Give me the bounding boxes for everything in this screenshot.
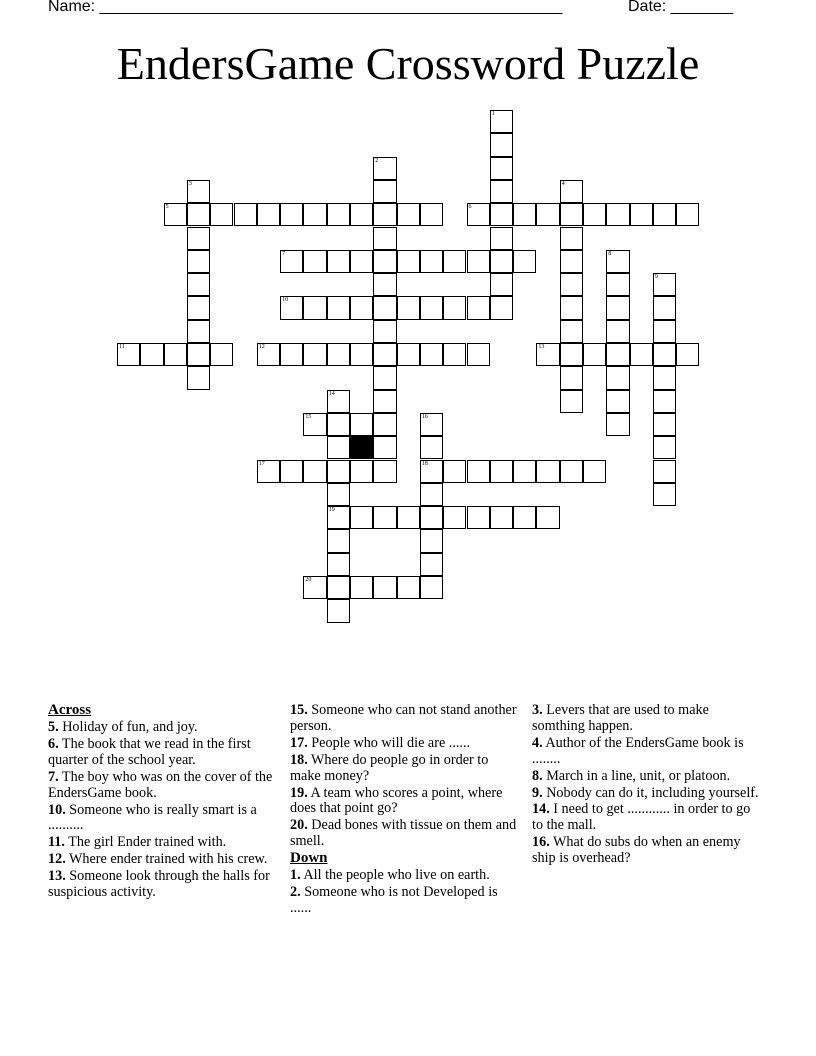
clue-number: 9 — [654, 274, 658, 281]
grid-cell[interactable] — [467, 343, 490, 366]
down-clue — [532, 786, 760, 802]
grid-cell[interactable] — [653, 390, 676, 413]
grid-cell[interactable] — [327, 250, 350, 273]
grid-cell[interactable] — [350, 460, 373, 483]
clue-text: Holiday of fun, and joy. — [58, 719, 198, 735]
clue-number-label: 17. — [290, 734, 308, 751]
clue-text: All the people who live on earth. — [300, 867, 490, 884]
down-clue — [290, 885, 518, 917]
grid-cell[interactable] — [210, 203, 233, 226]
name-field-label: Name: ____________________________________________________ — [48, 0, 563, 15]
grid-cell[interactable] — [606, 343, 629, 366]
clue-number-label: 16. — [532, 834, 550, 851]
grid-cell[interactable] — [350, 250, 373, 273]
clue-number-label: 10. — [48, 801, 66, 818]
clue-number-label: 3. — [532, 702, 543, 718]
clue-number-label: 5. — [48, 719, 59, 735]
down-heading: Down — [290, 850, 328, 867]
grid-cell[interactable] — [397, 296, 420, 319]
clue-number-label: 4. — [532, 734, 543, 751]
grid-cell[interactable] — [653, 273, 676, 296]
grid-cell[interactable] — [327, 576, 350, 599]
clue-number-label: 8. — [532, 767, 543, 784]
across-clue — [290, 818, 518, 850]
grid-cell[interactable] — [303, 413, 326, 436]
grid-cell[interactable] — [606, 296, 629, 319]
grid-cell[interactable] — [164, 203, 187, 226]
grid-cell[interactable] — [303, 460, 326, 483]
grid-cell[interactable] — [373, 460, 396, 483]
clue-text: People who will die are ...... — [307, 734, 471, 751]
clue-text: Someone who can not stand another person. — [290, 702, 517, 734]
grid-cell[interactable] — [420, 529, 443, 552]
grid-cell[interactable] — [327, 390, 350, 413]
clue-text: A team who scores a point, where does that point go? — [290, 784, 503, 817]
grid-cell[interactable] — [373, 203, 396, 226]
across-clues-column-1 — [48, 702, 276, 901]
grid-cell[interactable] — [327, 553, 350, 576]
grid-cell[interactable] — [397, 506, 420, 529]
grid-cell[interactable] — [490, 273, 513, 296]
grid-cell[interactable] — [676, 343, 699, 366]
grid-cell[interactable] — [257, 460, 280, 483]
clue-number: 10 — [282, 297, 289, 304]
grid-cell[interactable] — [653, 203, 676, 226]
grid-cell[interactable] — [420, 506, 443, 529]
across-heading: Across — [48, 702, 92, 718]
grid-cell[interactable] — [467, 250, 490, 273]
date-field-label: Date: _______ — [628, 0, 733, 15]
across-clue — [48, 869, 276, 901]
clue-number-label: 2. — [290, 884, 301, 901]
grid-cell[interactable] — [327, 506, 350, 529]
grid-cell[interactable] — [560, 180, 583, 203]
clue-number-label: 18. — [290, 751, 308, 768]
grid-cell[interactable] — [327, 203, 350, 226]
grid-cell[interactable] — [373, 436, 396, 459]
clue-number: 20 — [305, 577, 312, 583]
clue-number-label: 13. — [48, 868, 66, 885]
grid-cell[interactable] — [653, 343, 676, 366]
grid-cell[interactable] — [653, 436, 676, 459]
clue-text: Dead bones with tissue on them and smell. — [290, 817, 517, 850]
down-clue — [532, 703, 760, 735]
grid-cell[interactable] — [513, 203, 536, 226]
grid-cell[interactable] — [420, 296, 443, 319]
grid-cell[interactable] — [490, 203, 513, 226]
grid-cell[interactable] — [560, 227, 583, 250]
clue-text: Levers that are used to make somthing happen. — [532, 702, 709, 734]
down-clue — [532, 769, 760, 785]
across-clue — [290, 703, 518, 735]
grid-cell[interactable] — [327, 529, 350, 552]
grid-cell[interactable] — [443, 343, 466, 366]
grid-cell[interactable] — [583, 203, 606, 226]
grid-cell[interactable] — [560, 390, 583, 413]
clue-text: The book that we read in the first quarter of the school year. — [48, 735, 251, 768]
grid-cell[interactable] — [490, 110, 513, 133]
clue-number: 3 — [188, 180, 192, 187]
grid-cell[interactable] — [490, 133, 513, 156]
grid-cell[interactable] — [257, 203, 280, 226]
clue-number-label: 19. — [290, 784, 308, 801]
grid-cell[interactable] — [443, 460, 466, 483]
grid-cell[interactable] — [467, 506, 490, 529]
clue-number: 17 — [258, 460, 265, 467]
grid-cell[interactable] — [280, 250, 303, 273]
grid-cell[interactable] — [420, 576, 443, 599]
grid-cell[interactable] — [420, 460, 443, 483]
grid-cell[interactable] — [327, 343, 350, 366]
grid-cell[interactable] — [327, 460, 350, 483]
clue-number-label: 20. — [290, 817, 308, 834]
clue-number-label: 1. — [290, 867, 301, 884]
grid-cell[interactable] — [467, 203, 490, 226]
grid-cell[interactable] — [490, 506, 513, 529]
grid-cell[interactable] — [373, 576, 396, 599]
grid-cell[interactable] — [420, 343, 443, 366]
down-clue — [532, 835, 760, 867]
clue-number: 1 — [491, 111, 495, 117]
grid-cell[interactable] — [350, 506, 373, 529]
clue-number-label: 11. — [48, 834, 65, 851]
clue-number: 19 — [328, 507, 335, 514]
clue-number: 13 — [538, 344, 545, 350]
grid-cell[interactable] — [327, 599, 350, 622]
grid-cell[interactable] — [350, 413, 373, 436]
clue-text: What do subs do when an enemy ship is overhead? — [532, 834, 741, 867]
clue-number: 18 — [421, 460, 428, 467]
grid-cell[interactable] — [187, 343, 210, 366]
grid-cell[interactable] — [420, 483, 443, 506]
grid-cell[interactable] — [420, 436, 443, 459]
grid-cell[interactable] — [373, 157, 396, 180]
clue-text: Someone who is really smart is a .......... — [48, 801, 257, 834]
grid-cell[interactable] — [606, 273, 629, 296]
grid-cell[interactable] — [280, 203, 303, 226]
grid-cell[interactable] — [606, 320, 629, 343]
grid-cell[interactable] — [397, 343, 420, 366]
grid-cell[interactable] — [490, 460, 513, 483]
clues-column-2 — [290, 702, 518, 917]
grid-cell[interactable] — [397, 203, 420, 226]
grid-cell[interactable] — [443, 250, 466, 273]
grid-cell[interactable] — [490, 227, 513, 250]
grid-cell[interactable] — [513, 506, 536, 529]
grid-cell[interactable] — [583, 460, 606, 483]
clue-number-label: 7. — [48, 768, 59, 785]
across-clue — [48, 835, 276, 851]
across-clue — [48, 737, 276, 769]
grid-cell[interactable] — [606, 203, 629, 226]
clue-number: 15 — [305, 413, 312, 420]
grid-cell[interactable] — [467, 296, 490, 319]
grid-cell[interactable] — [560, 320, 583, 343]
grid-cell[interactable] — [606, 390, 629, 413]
grid-cell[interactable] — [373, 250, 396, 273]
clue-number: 5 — [165, 204, 169, 211]
grid-cell[interactable] — [653, 320, 676, 343]
grid-cell[interactable] — [327, 436, 350, 459]
grid-cell[interactable] — [653, 296, 676, 319]
grid-cell[interactable] — [653, 460, 676, 483]
grid-cell[interactable] — [187, 273, 210, 296]
grid-cell[interactable] — [373, 343, 396, 366]
grid-cell[interactable] — [606, 413, 629, 436]
grid-cell[interactable] — [327, 483, 350, 506]
across-clue — [290, 753, 518, 785]
grid-cell[interactable] — [234, 203, 257, 226]
clue-number-label: 6. — [48, 735, 59, 752]
grid-cell[interactable] — [350, 343, 373, 366]
grid-cell[interactable] — [560, 203, 583, 226]
across-clue — [290, 786, 518, 818]
clue-text: March in a line, unit, or platoon. — [542, 767, 731, 784]
black-cell — [350, 436, 373, 459]
clue-number-label: 14. — [532, 801, 550, 818]
grid-cell[interactable] — [606, 366, 629, 389]
clue-number: 2 — [375, 157, 379, 164]
grid-cell[interactable] — [467, 460, 490, 483]
grid-cell[interactable] — [490, 157, 513, 180]
grid-cell[interactable] — [490, 296, 513, 319]
down-clue — [532, 736, 760, 768]
across-clue — [48, 770, 276, 802]
across-clue — [290, 736, 518, 752]
grid-cell[interactable] — [303, 296, 326, 319]
grid-cell[interactable] — [373, 273, 396, 296]
grid-cell[interactable] — [560, 460, 583, 483]
grid-cell[interactable] — [373, 366, 396, 389]
grid-cell[interactable] — [536, 506, 559, 529]
across-clue — [48, 803, 276, 835]
grid-cell[interactable] — [443, 506, 466, 529]
page-title: EndersGame Crossword Puzzle — [116, 38, 700, 89]
clue-text: I need to get ............ in order to go to the mall. — [532, 801, 751, 834]
grid-cell[interactable] — [373, 180, 396, 203]
grid-cell[interactable] — [350, 576, 373, 599]
grid-cell[interactable] — [560, 366, 583, 389]
clue-text: Someone who is not Developed is ...... — [290, 884, 498, 916]
clue-text: Author of the EndersGame book is ........ — [532, 734, 744, 767]
grid-cell[interactable] — [327, 413, 350, 436]
clue-number: 14 — [328, 390, 335, 397]
grid-cell[interactable] — [513, 460, 536, 483]
grid-cell[interactable] — [373, 506, 396, 529]
grid-cell[interactable] — [187, 366, 210, 389]
grid-cell[interactable] — [257, 343, 280, 366]
grid-cell[interactable] — [397, 576, 420, 599]
grid-cell[interactable] — [303, 250, 326, 273]
grid-cell[interactable] — [327, 296, 350, 319]
grid-cell[interactable] — [350, 203, 373, 226]
clue-number: 6 — [468, 204, 472, 211]
down-clue — [532, 802, 760, 834]
clue-number-label: 12. — [48, 851, 66, 868]
grid-cell[interactable] — [676, 203, 699, 226]
grid-cell[interactable] — [560, 296, 583, 319]
down-clue — [290, 868, 518, 884]
grid-cell[interactable] — [397, 250, 420, 273]
grid-cell[interactable] — [187, 227, 210, 250]
grid-cell[interactable] — [187, 250, 210, 273]
grid-cell[interactable] — [606, 250, 629, 273]
grid-cell[interactable] — [653, 483, 676, 506]
across-clue — [48, 852, 276, 868]
grid-cell[interactable] — [513, 250, 536, 273]
grid-cell[interactable] — [536, 460, 559, 483]
grid-cell[interactable] — [280, 343, 303, 366]
clue-number: 16 — [421, 413, 428, 420]
clue-number-label: 9. — [532, 784, 543, 801]
clue-text: Someone look through the halls for suspicious activity. — [48, 868, 270, 901]
grid-cell[interactable] — [117, 343, 140, 366]
clue-number: 4 — [561, 180, 565, 187]
grid-cell[interactable] — [187, 203, 210, 226]
grid-cell[interactable] — [490, 180, 513, 203]
grid-cell[interactable] — [303, 576, 326, 599]
clue-number: 7 — [282, 250, 286, 257]
grid-cell[interactable] — [536, 343, 559, 366]
clue-text: Nobody can do it, including yourself. — [542, 784, 759, 801]
grid-cell[interactable] — [630, 343, 653, 366]
clue-text: Where ender trained with his crew. — [65, 851, 268, 868]
clue-number: 12 — [258, 344, 265, 350]
grid-cell[interactable] — [653, 366, 676, 389]
grid-cell[interactable] — [560, 273, 583, 296]
grid-cell[interactable] — [280, 460, 303, 483]
grid-cell[interactable] — [420, 553, 443, 576]
grid-cell[interactable] — [653, 413, 676, 436]
grid-cell[interactable] — [164, 343, 187, 366]
grid-cell[interactable] — [373, 227, 396, 250]
grid-cell[interactable] — [210, 343, 233, 366]
clue-text: The girl Ender trained with. — [64, 834, 227, 851]
grid-cell[interactable] — [420, 250, 443, 273]
grid-cell[interactable] — [303, 343, 326, 366]
across-clue — [48, 720, 276, 736]
grid-cell[interactable] — [187, 320, 210, 343]
grid-cell[interactable] — [420, 203, 443, 226]
grid-cell[interactable] — [560, 250, 583, 273]
clue-text: Where do people go in order to make money? — [290, 751, 489, 784]
grid-cell[interactable] — [536, 203, 559, 226]
grid-cell[interactable] — [443, 296, 466, 319]
grid-cell[interactable] — [373, 413, 396, 436]
grid-cell[interactable] — [373, 390, 396, 413]
clue-text: The boy who was on the cover of the EndersGame book. — [48, 768, 273, 801]
down-clues-column-3 — [532, 702, 760, 867]
grid-cell[interactable] — [187, 180, 210, 203]
grid-cell[interactable] — [560, 343, 583, 366]
grid-cell[interactable] — [373, 320, 396, 343]
grid-cell[interactable] — [140, 343, 163, 366]
clue-number: 8 — [608, 250, 612, 257]
grid-cell[interactable] — [583, 343, 606, 366]
grid-cell[interactable] — [187, 296, 210, 319]
grid-cell[interactable] — [630, 203, 653, 226]
clue-number-label: 15. — [290, 702, 308, 718]
grid-cell[interactable] — [303, 203, 326, 226]
grid-cell[interactable] — [490, 250, 513, 273]
grid-cell[interactable] — [420, 413, 443, 436]
grid-cell[interactable] — [373, 296, 396, 319]
grid-cell[interactable] — [350, 296, 373, 319]
grid-cell[interactable] — [280, 296, 303, 319]
clue-number: 11 — [119, 344, 125, 350]
